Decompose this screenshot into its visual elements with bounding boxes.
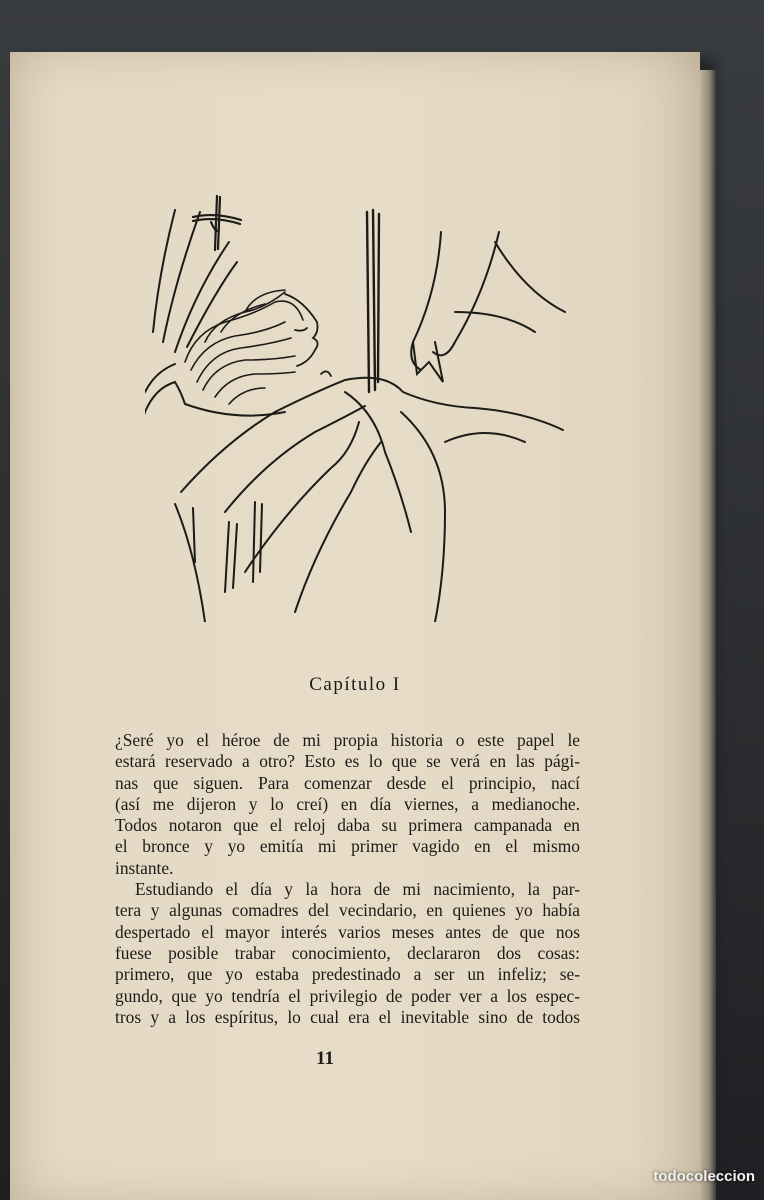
page-number: 11 — [316, 1048, 334, 1069]
book-page — [10, 52, 700, 1200]
text-line: ¿Seré yo el héroe de mi propia historia o este papel le — [115, 730, 580, 750]
text-line: Estudiando el día y la hora de mi nacimiento, la par- — [135, 879, 580, 900]
text-line: tera y algunas comadres del vecindario, en quienes yo había — [115, 900, 580, 921]
window-bars-drawing — [367, 210, 379, 392]
text-line: (así me dijeron y lo creí) en día viernes, a medianoche. — [115, 793, 580, 814]
hair-drawing — [185, 290, 303, 404]
text-line: primero, que yo estaba predestinado a ser un infeliz; se- — [115, 964, 580, 985]
text-line: tros y a los espíritus, lo cual era el inevitable sino de todos — [115, 1006, 580, 1027]
text-line: Todos notaron que el reloj daba su primera campanada en — [115, 815, 580, 836]
chapter-heading: Capítulo I — [309, 674, 401, 695]
body-text — [115, 730, 580, 1028]
left-curtain-drawing — [145, 210, 237, 482]
right-curtain-drawing — [411, 232, 565, 382]
text-line: estará reservado a otro? Esto es lo que se verá en las pági- — [115, 751, 580, 772]
watermark-logo: todocoleccion — [653, 1168, 755, 1185]
book-page-edges — [700, 70, 716, 1200]
text-line: nas que siguen. Para comenzar desde el principio, nací — [115, 772, 580, 793]
face-drawing — [285, 294, 331, 376]
sleeping-figure-illustration — [145, 192, 585, 622]
crucifix-icon — [193, 196, 241, 250]
text-line: instante. — [115, 857, 174, 878]
text-line: gundo, que yo tendría el privilegio de poder ver a los espec- — [115, 985, 580, 1006]
text-line: fuese posible trabar conocimiento, declararon dos cosas: — [115, 942, 580, 963]
text-line: el bronce y yo emitía mi primer vagido en el mismo — [115, 836, 580, 857]
text-line: despertado el mayor interés varios meses antes de que nos — [115, 921, 580, 942]
